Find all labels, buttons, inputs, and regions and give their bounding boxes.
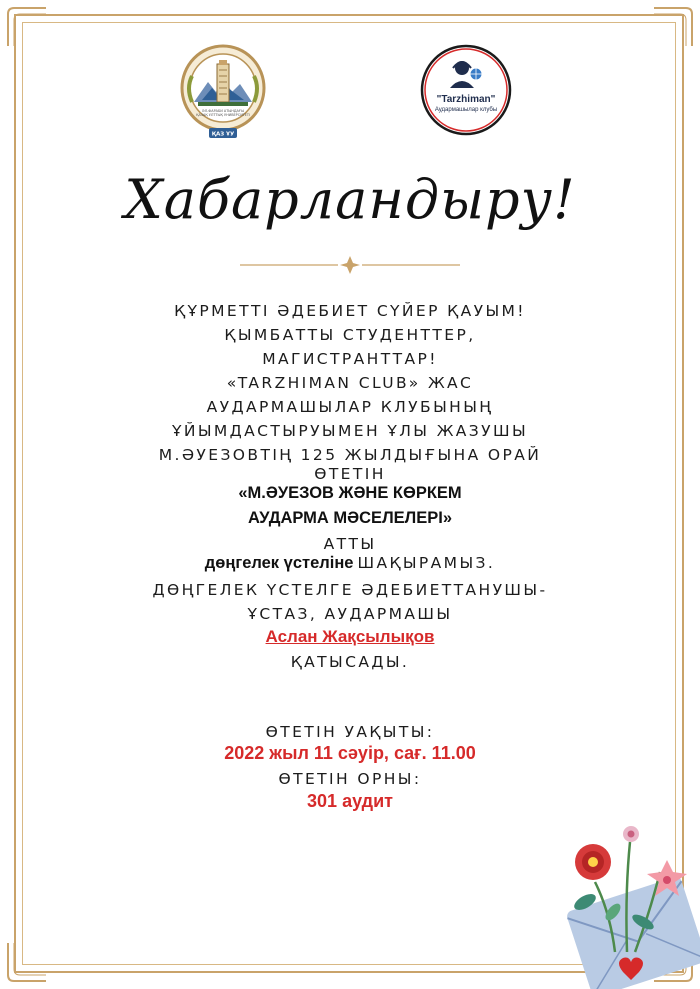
tarzhiman-name: "Tarzhiman" — [436, 94, 496, 105]
place-label: ӨТЕТІН ОРНЫ: — [278, 770, 422, 788]
corner-ornament-icon — [4, 939, 50, 985]
body-line: МАГИСТРАНТТАР! — [262, 350, 438, 368]
greeting-line: ҚҰРМЕТТІ ӘДЕБИЕТ СҮЙЕР ҚАУЫМ! — [174, 302, 526, 320]
body-line: АУДАРМАШЫЛАР КЛУБЫНЫҢ — [206, 398, 494, 416]
gold-divider — [240, 255, 460, 275]
body-line: ДӨҢГЕЛЕК ҮСТЕЛГЕ ӘДЕБИЕТТАНУШЫ- — [152, 581, 548, 599]
sparkle-icon — [340, 256, 360, 274]
page-title: Хабарландыру! — [124, 168, 576, 231]
time-label: ӨТЕТІН УАҚЫТЫ: — [265, 723, 435, 741]
invite-verb: ШАҚЫРАМЫЗ. — [357, 554, 496, 572]
event-title: «М.ӘУЕЗОВ ЖӘНЕ КӨРКЕМ — [238, 484, 462, 502]
corner-ornament-icon — [4, 4, 50, 50]
tarzhiman-logo — [420, 44, 512, 136]
kaznu-caption: ӘЛ-ФАРАБИ АТЫНДАҒЫ — [201, 109, 245, 113]
kaznu-badge: ҚАЗ ҰУ — [211, 131, 235, 138]
event-title: АУДАРМА МӘСЕЛЕЛЕРІ» — [248, 509, 452, 527]
envelope-flowers-illustration — [555, 812, 700, 989]
body-line: «TARZHIMAN CLUB» ЖАС — [226, 374, 474, 392]
body-line: ӨТЕТІН — [314, 465, 386, 483]
roundtable-label: дөңгелек үстеліне — [204, 554, 354, 572]
tarzhiman-subtitle: Аудармашылар клубы — [434, 107, 498, 113]
time-value: 2022 жыл 11 сәуір, сағ. 11.00 — [224, 743, 476, 763]
invitation-line — [0, 550, 700, 576]
corner-ornament-icon — [650, 4, 696, 50]
kaznu-caption: ҚАЗАҚ ҰЛТТЫҚ УНИВЕРСИТЕТІ — [196, 113, 250, 117]
body-line: ҚЫМБАТТЫ СТУДЕНТТЕР, — [224, 326, 476, 344]
speaker-name: Аслан Жақсылықов — [265, 627, 435, 646]
place-value: 301 аудит — [307, 791, 393, 811]
body-line: ҚАТЫСАДЫ. — [290, 653, 410, 671]
body-line: М.ӘУЕЗОВТІҢ 125 ЖЫЛДЫҒЫНА ОРАЙ — [158, 446, 542, 464]
kaznu-logo — [178, 42, 268, 142]
body-line: ҰСТАЗ, АУДАРМАШЫ — [247, 605, 453, 623]
body-line: ҰЙЫМДАСТЫРУЫМЕН ҰЛЫ ЖАЗУШЫ — [171, 422, 529, 440]
body-line: АТТЫ — [323, 535, 377, 553]
